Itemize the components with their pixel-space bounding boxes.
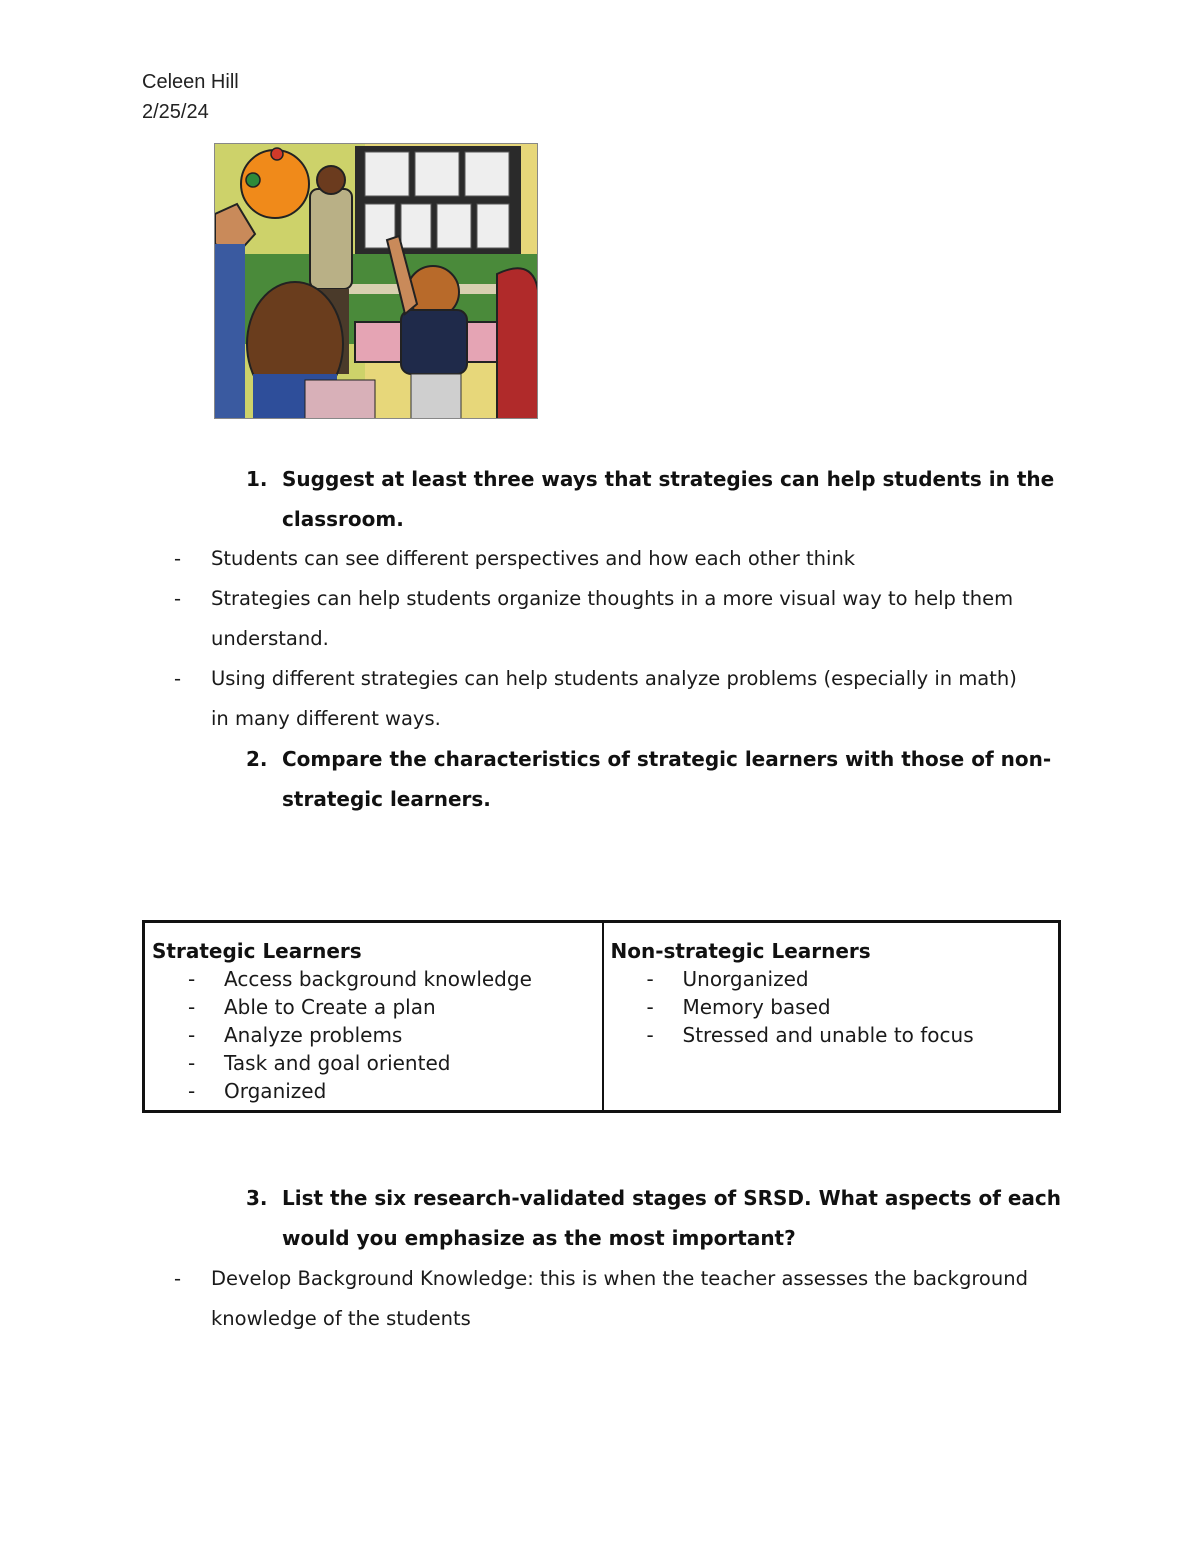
bullet-dash: - (174, 587, 182, 610)
answer-bullet (174, 579, 1034, 659)
strategic-list (152, 965, 602, 1105)
bullet-dash: - (174, 547, 182, 570)
question-number: 3. (246, 1186, 268, 1210)
non-strategic-list (611, 965, 1059, 1049)
list-item (611, 993, 1059, 1021)
question-2 (246, 739, 1066, 819)
bullet-dash: - (646, 995, 654, 1019)
bullet-dash: - (188, 995, 196, 1019)
bullet-dash: - (188, 1079, 196, 1103)
bullet-dash: - (174, 1267, 182, 1290)
list-item (152, 965, 602, 993)
answer-text: Students can see different perspectives and how each other think (211, 547, 856, 570)
column-heading: Strategic Learners (152, 939, 362, 963)
list-item (152, 993, 602, 1021)
bullet-dash: - (188, 1051, 196, 1075)
list-item (152, 1049, 602, 1077)
strategic-learners-column (145, 923, 602, 1110)
question-3 (246, 1178, 1066, 1258)
item-text: Analyze problems (224, 1023, 403, 1047)
question-text: Compare the characteristics of strategic learners with those of non-strategic learners. (282, 747, 1052, 811)
answer-bullet (174, 539, 1034, 579)
column-heading: Non-strategic Learners (610, 939, 871, 963)
bullet-dash: - (188, 967, 196, 991)
item-text: Organized (224, 1079, 327, 1103)
document-date: 2/25/24 (142, 101, 209, 123)
answer-bullet (174, 1259, 1034, 1339)
answer-text: Using different strategies can help students analyze problems (especially in math) in many different ways. (211, 667, 1017, 730)
list-item (611, 965, 1059, 993)
question-1 (246, 459, 1066, 539)
question-text: List the six research-validated stages of SRSD. What aspects of each would you emphasize as the most important? (282, 1186, 1062, 1250)
item-text: Unorganized (682, 967, 809, 991)
bullet-dash: - (174, 667, 182, 690)
item-text: Stressed and unable to focus (682, 1023, 974, 1047)
item-text: Task and goal oriented (224, 1051, 451, 1075)
list-item (152, 1021, 602, 1049)
item-text: Able to Create a plan (224, 995, 436, 1019)
question-text: Suggest at least three ways that strategies can help students in the classroom. (282, 467, 1055, 531)
classroom-illustration (214, 143, 538, 419)
non-strategic-learners-column (602, 923, 1059, 1110)
list-item (611, 1021, 1059, 1049)
item-text: Memory based (682, 995, 831, 1019)
author-name: Celeen Hill (142, 71, 239, 93)
question-number: 2. (246, 747, 268, 771)
answer-text: Strategies can help students organize thoughts in a more visual way to help them understand. (211, 587, 1014, 650)
bullet-dash: - (188, 1023, 196, 1047)
bullet-dash: - (646, 967, 654, 991)
answer-text: Develop Background Knowledge: this is when the teacher assesses the background knowledge of the students (211, 1267, 1028, 1330)
answer-bullet (174, 659, 1034, 739)
bullet-dash: - (646, 1023, 654, 1047)
question-number: 1. (246, 467, 268, 491)
learners-comparison-table (142, 920, 1061, 1113)
item-text: Access background knowledge (224, 967, 532, 991)
list-item (152, 1077, 602, 1105)
